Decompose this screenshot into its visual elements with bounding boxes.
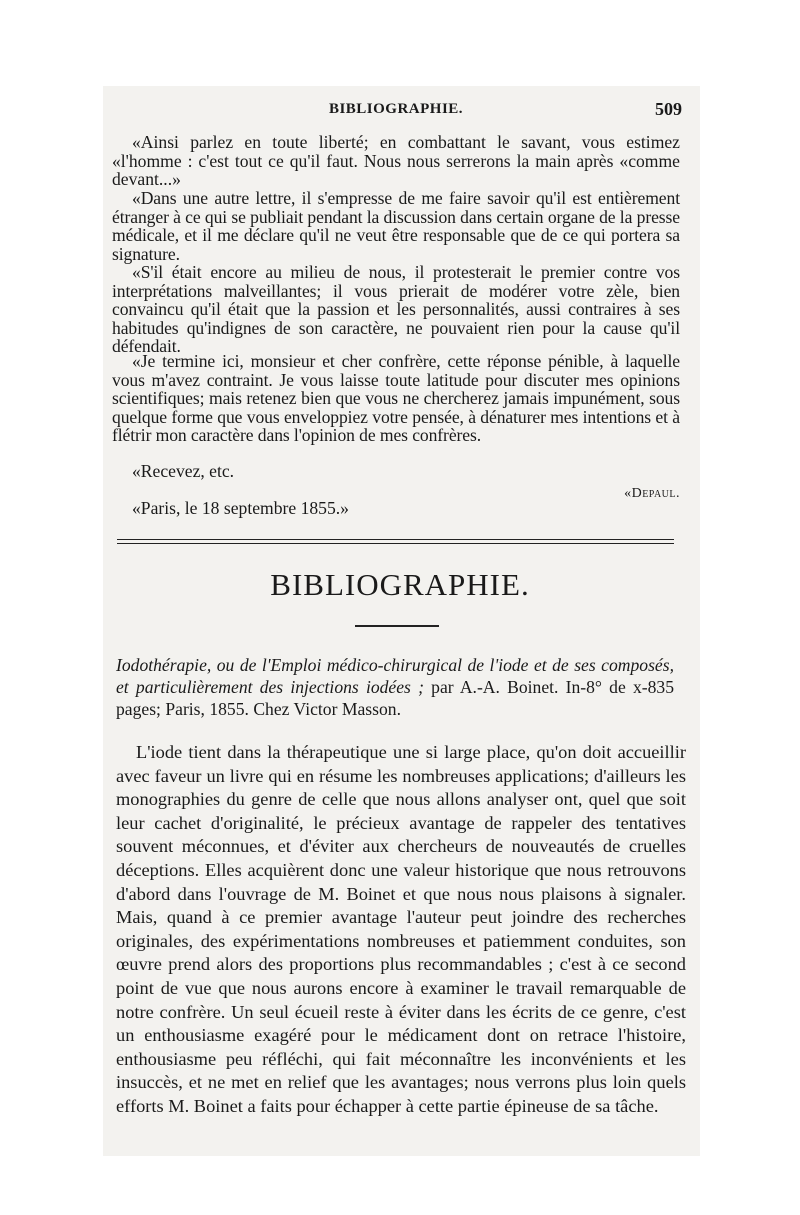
letter-paragraph: «Dans une autre lettre, il s'empresse de me faire savoir qu'il est entièrement étranger à ce qui se publiait pendant la discussion dans certain organe de la presse médicale, et il me déclare qu'il ne veut être responsable que de ce qui portera sa signature. xyxy=(112,188,680,264)
letter-paragraph: «S'il était encore au milieu de nous, il protesterait le premier contre vos interprétations malveillantes; il vous prierait de modérer votre zèle, bien convaincu qu'il était que la passion et les personnalités, aussi contraires à ses habitudes qu'indignes de son caractère, ne pouvaient rien pour la cause qu'il défendait. xyxy=(112,262,680,357)
running-header xyxy=(112,101,680,125)
review-book-title: Iodothérapie, ou de l'Emploi médico-chirurgical de l'iode et de ses composés, et particulièrement des injections iodées ; xyxy=(116,655,674,697)
section-divider-top xyxy=(117,539,674,540)
letter-closing: «Recevez, etc. xyxy=(132,461,235,481)
review-body: L'iode tient dans la thérapeutique une si large place, qu'on doit accueillir avec faveur un livre qui en résume les nombreuses applications; d'ailleurs les monographies du genre de celle que nous allons analyser ont, quel que soit leur cachet d'originalité, le précieux avantage de rappeler des tentatives souvent méconnues, et d'éviter aux chercheurs de nouveautés de cruelles déceptions. Elles acquièrent donc une valeur historique que nous retrouvons d'abord dans l'ouvrage de M. Boinet et que nous nous plaisons à signaler. Mais, quand à ce premier avantage l'auteur peut joindre des recherches originales, des expérimentations nombreuses et patiemment conduites, son œuvre prend alors des proportions plus recommandables ; c'est à ce second point de vue que nous aurons encore à examiner le travail remarquable de notre confrère. Un seul écueil reste à éviter dans les écrits de ce genre, c'est un enthousiasme exagéré pour le médicament dont on retrace l'histoire, enthousiasme peu réfléchi, qui fait méconnaître les inconvénients et les insuccès, et ne met en relief que les avantages; nous verrons plus loin quels efforts M. Boinet a faits pour échapper à cette partie épineuse de sa tâche. xyxy=(116,742,686,1116)
page-number: 509 xyxy=(655,99,682,119)
letter-paragraph: «Ainsi parlez en toute liberté; en combattant le savant, vous estimez «l'homme : c'est tout ce qu'il faut. Nous nous serrerons la main après «comme devant...» xyxy=(112,132,680,190)
section-divider-bottom xyxy=(117,543,674,544)
review-citation xyxy=(116,654,674,720)
letter-paragraph: «Je termine ici, monsieur et cher confrère, cette réponse pénible, à laquelle vous m'avez contraint. Je vous laisse toute latitude pour discuter mes opinions scientifiques; mais retenez bien que vous ne chercherez jamais impunément, sous quelque forme que vous enveloppiez votre pensée, à dénaturer mes intentions et à flétrir mon caractère dans l'opinion de mes confrères. xyxy=(112,351,680,446)
section-title: BIBLIOGRAPHIE. xyxy=(270,567,530,602)
letter-dateline: «Paris, le 18 septembre 1855.» xyxy=(132,498,349,518)
review-book-details: par A.-A. Boinet. In-8° de x-835 pages; Paris, 1855. Chez Victor Masson. xyxy=(116,677,674,719)
letter-signature: «Depaul. xyxy=(624,486,680,501)
running-title: BIBLIOGRAPHIE. xyxy=(328,101,464,117)
title-underline-rule xyxy=(355,625,439,627)
